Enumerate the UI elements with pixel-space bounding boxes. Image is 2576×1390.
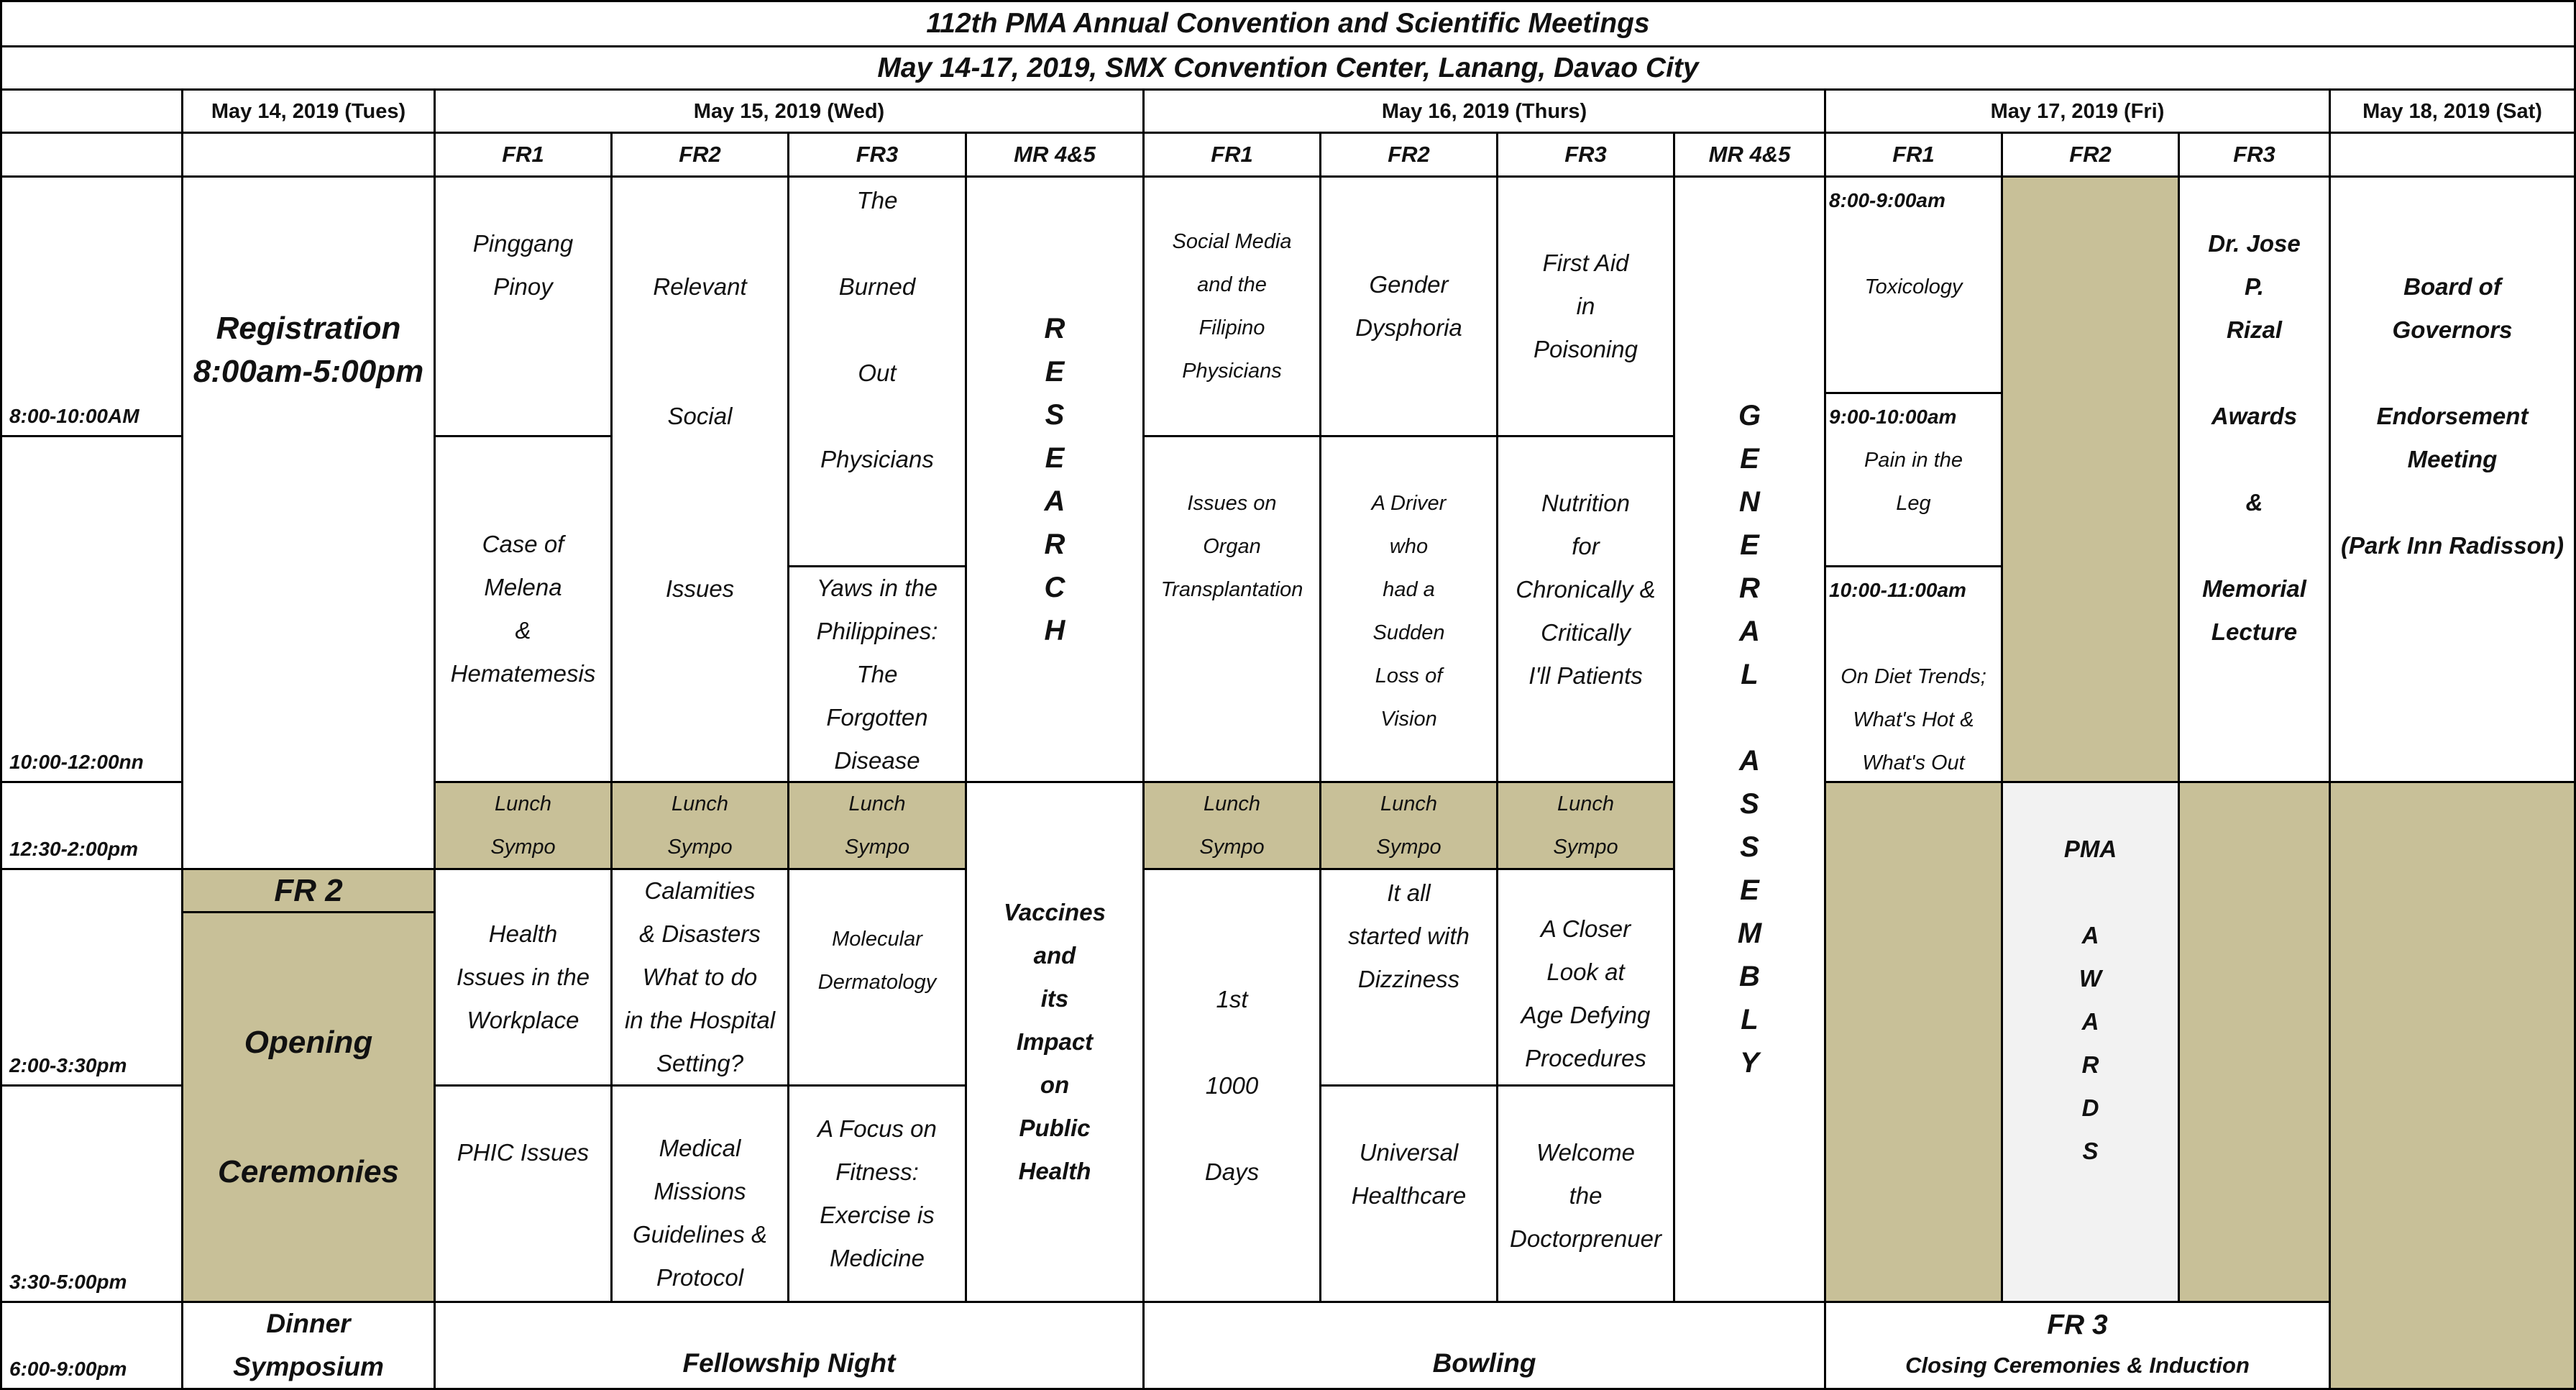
day-header-may18: May 18, 2019 (Sat) [2329, 88, 2576, 134]
text-line: Issues in the [456, 964, 590, 990]
text-line: S [1740, 831, 1759, 863]
text-line: On Diet Trends; [1841, 665, 1986, 688]
text-line [2251, 352, 2258, 395]
text-line: Critically [1541, 619, 1631, 646]
text-line: Transplantation [1160, 578, 1303, 601]
time-slot-6: 6:00-9:00pm [0, 1301, 183, 1390]
text-line [2251, 438, 2258, 481]
text-line [2449, 481, 2455, 524]
text-line: and [1033, 942, 1076, 969]
text-line: Memorial [2202, 575, 2306, 602]
text-line: It all [1387, 879, 1431, 906]
text-line: 1st [1216, 985, 1248, 1012]
text-line: Poisoning [1534, 336, 1638, 362]
text-line: Medical [659, 1135, 741, 1161]
may17-session-3-title [1841, 655, 1986, 783]
text-line: B [1739, 961, 1760, 992]
room-header-may16-fr2: FR2 [1319, 132, 1498, 178]
text-line: Registration [216, 311, 401, 346]
text-line: Look at [1546, 959, 1625, 985]
may17-fr3-rizal-awards [2178, 175, 2331, 783]
text-line [697, 352, 703, 395]
room-header-may15-mr45: MR 4&5 [965, 132, 1145, 178]
text-line: Lunch [848, 792, 906, 815]
text-line: Dysphoria [1355, 314, 1462, 341]
day-header-may16: May 16, 2019 (Thurs) [1142, 88, 1826, 134]
text-line [874, 395, 880, 438]
may15-mr45-vaccines [965, 781, 1145, 1303]
text-line: E [1045, 442, 1065, 474]
text-line: Dermatology [817, 971, 937, 994]
text-line: Sympo [667, 836, 733, 859]
text-line: Molecular [832, 928, 922, 951]
text-line: E [1045, 355, 1065, 388]
text-line: Lunch [1203, 792, 1260, 815]
text-line: W [2078, 965, 2102, 992]
text-line: Medicine [829, 1245, 925, 1271]
may15-mr45-research [965, 175, 1145, 783]
text-line: S [1045, 398, 1065, 431]
text-line [2449, 352, 2455, 395]
text-line: What's Hot & [1853, 708, 1974, 731]
may17-closing-ceremonies [1824, 1301, 2331, 1390]
text-line: C [1044, 571, 1065, 603]
text-line: Yaws in the [816, 574, 938, 601]
text-line: Sympo [1553, 836, 1618, 859]
text-line [304, 1064, 313, 1107]
text-line: Lunch [1557, 792, 1614, 815]
may16-fr2-lunch-sympo [1319, 781, 1498, 870]
may18-pm-block [2329, 781, 2576, 1390]
text-line: The [856, 187, 898, 214]
text-line: Burned [838, 273, 916, 300]
text-line: Guidelines & [632, 1221, 768, 1248]
text-line [697, 438, 703, 481]
may17-closing-title: Closing Ceremonies & Induction [1905, 1353, 2250, 1378]
room-header-may15-fr3: FR3 [787, 132, 967, 178]
text-line: L [1741, 659, 1759, 690]
text-line: Vision [1380, 708, 1437, 731]
room-header-may15-fr1: FR1 [434, 132, 613, 178]
text-line: The [856, 660, 898, 687]
text-line: Endorsement [2376, 403, 2529, 429]
may15-fr1-phic-issues [434, 1084, 613, 1303]
text-line: Dizziness [1357, 966, 1460, 992]
text-line: What to do [642, 964, 758, 990]
may15-fr1-health-issues-workplace [434, 868, 613, 1087]
text-line: & [515, 617, 531, 644]
text-line: Sympo [1199, 836, 1265, 859]
text-line [874, 308, 880, 352]
text-line: Meeting [2407, 446, 2498, 472]
text-line: I'll Patients [1528, 662, 1643, 689]
text-line: Pinoy [493, 273, 553, 300]
text-line: Sympo [844, 836, 910, 859]
may17-session-3-time: 10:00-11:00am [1829, 579, 1966, 601]
text-line: A Focus on [817, 1115, 937, 1142]
may16-fr1-social-media [1142, 175, 1321, 437]
text-line: Social Media [1172, 230, 1292, 253]
may17-fr3-pm-block [2178, 781, 2331, 1303]
text-line [874, 222, 880, 265]
text-line: Forgotten [826, 703, 928, 731]
text-line: Lunch [494, 792, 551, 815]
may18-board-of-governors [2329, 175, 2576, 783]
text-line [697, 481, 703, 524]
text-line: R [1044, 312, 1065, 344]
may15-fr2-lunch-sympo [610, 781, 789, 870]
text-line: on [1040, 1071, 1070, 1098]
text-line: Doctorprenuer [1510, 1225, 1661, 1252]
schedule-subtitle: May 14-17, 2019, SMX Convention Center, Lanang, Davao City [0, 45, 2576, 91]
text-line: Filipino [1198, 316, 1265, 339]
text-line: Nutrition [1541, 490, 1630, 516]
may16-fr2-driver-loss-of-vision [1319, 435, 1498, 783]
text-line: Disease [834, 746, 920, 774]
may15-fr3-lunch-sympo [787, 781, 967, 870]
text-line: Out [858, 360, 897, 386]
day-header-may14: May 14, 2019 (Tues) [181, 88, 436, 134]
text-line: S [1740, 788, 1759, 820]
text-line: Physicians [1182, 360, 1282, 383]
text-line: Dr. Jose [2208, 230, 2301, 257]
text-line: Health [1018, 1158, 1091, 1184]
may16-fr3-first-aid-poisoning [1496, 175, 1675, 437]
may15-fr2-relevant-social-issues [610, 175, 789, 783]
may17-session-2-time: 9:00-10:00am [1829, 406, 1957, 428]
may15-fellowship-night: Fellowship Night [434, 1301, 1145, 1390]
text-line: Hematemesis [450, 660, 596, 687]
text-line: E [1740, 529, 1759, 561]
text-line: D [2081, 1094, 2099, 1121]
may15-fr2-medical-missions [610, 1084, 789, 1303]
text-line: G [1738, 400, 1761, 431]
schedule-title: 112th PMA Annual Convention and Scientific Meetings [0, 0, 2576, 47]
day-header-may17: May 17, 2019 (Fri) [1824, 88, 2331, 134]
text-line: Healthcare [1351, 1182, 1467, 1209]
text-line [697, 308, 703, 352]
room-header-may17-fr3: FR3 [2178, 132, 2331, 178]
text-line: Age Defying [1521, 1002, 1651, 1028]
may16-fr3-doctorprenuer [1496, 1084, 1675, 1303]
may17-session-3-spacer [1910, 612, 1916, 655]
text-line [1746, 696, 1754, 739]
may14-registration [181, 175, 436, 870]
text-line: (Park Inn Radisson) [2341, 532, 2564, 559]
text-line: Issues on [1187, 492, 1277, 515]
may17-session-1-spacer [1910, 222, 1916, 265]
text-line: Board of [2403, 273, 2501, 300]
text-line: A Closer [1540, 915, 1631, 942]
may15-fr1-case-of-melena [434, 435, 613, 783]
text-line: Sympo [1376, 836, 1441, 859]
may16-fr1-first-1000-days [1142, 868, 1321, 1303]
text-line: Philippines: [816, 617, 938, 644]
text-line: PMA [2063, 836, 2117, 862]
text-line: Pain in the [1864, 449, 1963, 472]
text-line: A [2081, 1008, 2099, 1035]
text-line: Case of [482, 531, 564, 557]
room-header-may16-mr45: MR 4&5 [1673, 132, 1826, 178]
text-line: Relevant [653, 273, 747, 300]
text-line: Universal [1359, 1139, 1459, 1166]
text-line: H [1044, 614, 1065, 646]
time-slot-2: 10:00-12:00nn [0, 435, 183, 783]
room-header-may17-fr2: FR2 [2001, 132, 2180, 178]
may14-fr2-label: FR 2 [181, 868, 436, 913]
text-line: PHIC Issues [457, 1139, 590, 1166]
text-line: Opening [244, 1024, 373, 1060]
may17-session-2-title [1864, 439, 1963, 525]
text-line: Lunch [1380, 792, 1437, 815]
text-line: Loss of [1375, 664, 1443, 687]
room-header-blank [0, 132, 183, 178]
room-header-may16-fr3: FR3 [1496, 132, 1675, 178]
may17-fr2-pma-awards [2001, 781, 2180, 1303]
text-line: 8:00am-5:00pm [193, 354, 424, 389]
text-line: E [1740, 443, 1759, 475]
room-header-may15-fr2: FR2 [610, 132, 789, 178]
may17-fr2-am-block [2001, 175, 2180, 783]
text-line: Pinggang [472, 230, 574, 257]
text-line: Impact [1016, 1028, 1094, 1055]
text-line: Governors [2392, 316, 2513, 343]
room-header-may16-fr1: FR1 [1142, 132, 1321, 178]
text-line: Dinner [266, 1309, 351, 1338]
text-line: What's Out [1862, 751, 1965, 774]
text-line: in the Hospital [624, 1007, 776, 1033]
text-line: for [1572, 533, 1600, 559]
text-line: A [1044, 485, 1065, 517]
time-slot-3: 12:30-2:00pm [0, 781, 183, 870]
text-line: Issues [665, 575, 735, 602]
text-line: Awards [2211, 403, 2298, 429]
text-line [697, 524, 703, 567]
may16-fr1-organ-transplantation [1142, 435, 1321, 783]
text-line: A [1739, 745, 1760, 777]
text-line: Symposium [233, 1352, 384, 1381]
may15-fr1-lunch-sympo [434, 781, 613, 870]
text-line: Health [488, 920, 558, 947]
text-line: & [2245, 489, 2263, 516]
text-line [2087, 871, 2094, 914]
may17-fr1-session-3 [1824, 565, 2003, 783]
may16-mr45-general-assembly [1673, 175, 1826, 1303]
text-line: Days [1204, 1158, 1260, 1185]
text-line: Procedures [1525, 1045, 1646, 1071]
may14-opening-ceremonies [181, 911, 436, 1303]
may16-fr2-gender-dysphoria [1319, 175, 1498, 437]
text-line: Y [1740, 1047, 1759, 1079]
text-line: and the [1197, 273, 1267, 296]
text-line: N [1739, 486, 1760, 518]
text-line: Ceremonies [218, 1153, 399, 1189]
time-slot-1: 8:00-10:00AM [0, 175, 183, 437]
time-slot-4: 2:00-3:30pm [0, 868, 183, 1087]
text-line: Gender [1369, 271, 1449, 298]
text-line: S [2082, 1138, 2099, 1164]
may17-session-1-time: 8:00-9:00am [1829, 189, 1945, 211]
text-line: Physicians [820, 446, 934, 472]
text-line: Sudden [1372, 621, 1445, 644]
may16-fr3-age-defying [1496, 868, 1675, 1087]
text-line: R [2081, 1051, 2099, 1078]
text-line: M [1737, 918, 1762, 949]
may14-dinner-symposium [181, 1301, 436, 1390]
text-line: Leg [1896, 492, 1931, 515]
text-line: Welcome [1536, 1139, 1635, 1166]
text-line: Rizal [2226, 316, 2283, 343]
may15-fr3-focus-on-fitness [787, 1084, 967, 1303]
text-line: in [1576, 293, 1595, 319]
may17-fr1-session-2 [1824, 392, 2003, 567]
text-line: A [1739, 616, 1760, 647]
text-line: 1000 [1205, 1071, 1259, 1099]
text-line: A Driver [1371, 492, 1447, 515]
text-line: Lecture [2211, 618, 2298, 645]
text-line: R [1044, 528, 1065, 560]
may16-bowling: Bowling [1142, 1301, 1826, 1390]
text-line: Protocol [656, 1264, 744, 1291]
text-line: who [1389, 535, 1429, 558]
text-line: the [1569, 1182, 1603, 1209]
may15-fr3-molecular-dermatology [787, 868, 967, 1087]
text-line: First Aid [1542, 250, 1629, 276]
text-line: Public [1019, 1115, 1091, 1141]
may15-fr3-yaws [787, 565, 967, 783]
may16-fr1-lunch-sympo [1142, 781, 1321, 870]
may16-fr2-universal-healthcare [1319, 1084, 1498, 1303]
time-slot-5: 3:30-5:00pm [0, 1084, 183, 1303]
text-line: Fitness: [835, 1158, 919, 1185]
may16-fr2-dizziness [1319, 868, 1498, 1087]
text-line: R [1739, 572, 1760, 604]
day-header-may15: May 15, 2019 (Wed) [434, 88, 1145, 134]
text-line: Melena [484, 574, 562, 600]
may15-fr3-burned-out-physicians [787, 175, 967, 567]
text-line: its [1040, 985, 1069, 1012]
text-line: Calamities [644, 877, 756, 904]
text-line: P. [2245, 273, 2264, 300]
text-line [1229, 1021, 1235, 1064]
text-line: L [1741, 1004, 1759, 1035]
text-line: Setting? [656, 1050, 744, 1076]
may16-fr3-nutrition [1496, 435, 1675, 783]
may16-fr3-lunch-sympo [1496, 781, 1675, 870]
room-header-may17-fr1: FR1 [1824, 132, 2003, 178]
text-line: Missions [654, 1178, 746, 1204]
may17-fr1-session-1 [1824, 175, 2003, 394]
may15-fr1-pinggang-pinoy [434, 175, 613, 437]
text-line: E [1740, 874, 1759, 906]
may15-fr2-calamities-disasters [610, 868, 789, 1087]
text-line: Exercise is [820, 1202, 935, 1228]
text-line: Vaccines [1004, 899, 1106, 925]
day-header-blank [0, 88, 183, 134]
text-line [1229, 1107, 1235, 1151]
may17-fr1-pm-block [1824, 781, 2003, 1303]
text-line: Organ [1203, 535, 1261, 558]
text-line: Chronically & [1516, 576, 1656, 603]
may17-session-1-title: Toxicology [1864, 275, 1963, 298]
text-line: started with [1348, 923, 1470, 949]
may17-closing-room: FR 3 [2047, 1309, 2108, 1340]
text-line: Workplace [467, 1007, 579, 1033]
text-line: A [2081, 922, 2099, 948]
text-line: Social [667, 403, 733, 429]
text-line: Sympo [490, 836, 556, 859]
text-line: Lunch [671, 792, 728, 815]
room-header-may14 [181, 132, 436, 178]
room-header-may18 [2329, 132, 2576, 178]
text-line: & Disasters [639, 920, 761, 947]
text-line [2251, 524, 2258, 567]
text-line: had a [1383, 578, 1435, 601]
text-line [304, 1107, 313, 1151]
